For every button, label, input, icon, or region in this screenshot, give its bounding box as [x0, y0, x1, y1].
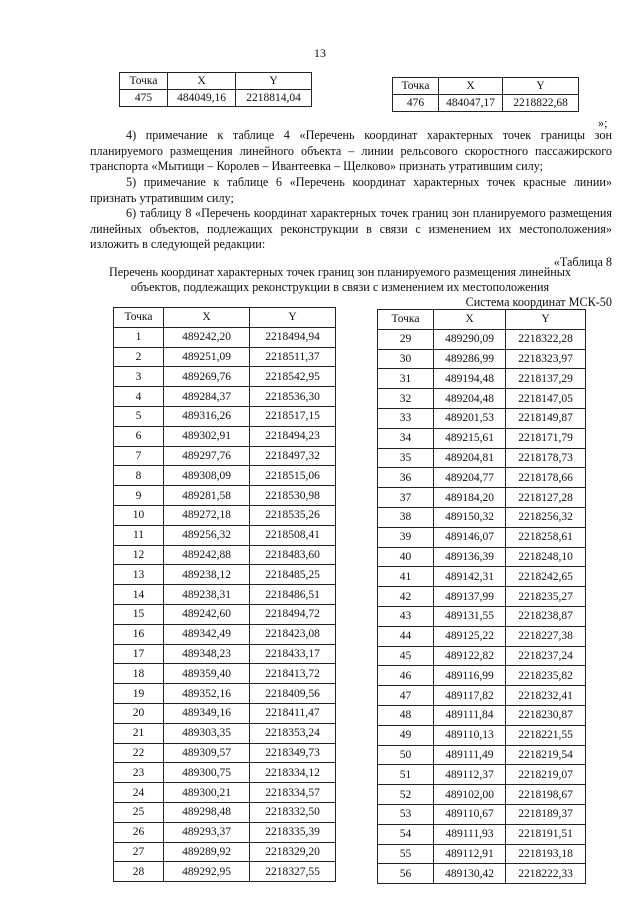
table-row [378, 606, 586, 626]
cell-y: 2218409,56 [250, 684, 336, 704]
cell-x: 489125,22 [434, 626, 506, 646]
cell-x: 489137,99 [434, 587, 506, 607]
cell-x: 489297,76 [164, 446, 250, 466]
table-row [378, 626, 586, 646]
cell-point: 476 [393, 95, 439, 112]
table-row [114, 466, 336, 486]
table-header-row [114, 308, 336, 328]
table-row [378, 666, 586, 686]
closing-quote: »; [598, 116, 608, 130]
cell-y: 2218433,17 [250, 644, 336, 664]
table-row [114, 743, 336, 763]
cell-x: 489348,23 [164, 644, 250, 664]
cell-x: 489290,09 [434, 329, 506, 349]
cell-point: 55 [378, 844, 434, 864]
cell-x: 489242,60 [164, 604, 250, 624]
cell-x: 489281,58 [164, 486, 250, 506]
cell-x: 489298,48 [164, 802, 250, 822]
table-row [378, 448, 586, 468]
cell-point: 24 [114, 783, 164, 803]
table-row [378, 369, 586, 389]
cell-x: 489272,18 [164, 505, 250, 525]
table-row [114, 585, 336, 605]
cell-point: 475 [120, 90, 168, 107]
cell-x: 489242,20 [164, 327, 250, 347]
table-row [378, 567, 586, 587]
cell-point: 31 [378, 369, 434, 389]
paragraph-4 [90, 128, 612, 175]
paragraph-5 [90, 175, 612, 206]
cell-y: 2218171,79 [506, 428, 586, 448]
cell-y: 2218517,15 [250, 406, 336, 426]
table-row [378, 745, 586, 765]
cell-x: 489289,92 [164, 842, 250, 862]
table-row [114, 525, 336, 545]
table-row [114, 664, 336, 684]
cell-y: 2218334,57 [250, 783, 336, 803]
coordinates-table-right [377, 309, 586, 884]
header-x: X [434, 310, 506, 330]
cell-x: 489292,95 [164, 862, 250, 882]
cell-y: 2218232,41 [506, 686, 586, 706]
cell-y: 2218483,60 [250, 545, 336, 565]
cell-y: 2218349,73 [250, 743, 336, 763]
cell-x: 489194,48 [434, 369, 506, 389]
cell-point: 53 [378, 804, 434, 824]
header-point: Точка [393, 78, 439, 95]
header-point: Точка [120, 73, 168, 90]
cell-y: 2218413,72 [250, 664, 336, 684]
cell-y: 2218191,51 [506, 824, 586, 844]
cell-y: 2218332,50 [250, 802, 336, 822]
header-y: Y [250, 308, 336, 328]
cell-point: 10 [114, 505, 164, 525]
cell-point: 56 [378, 864, 434, 884]
cell-point: 49 [378, 725, 434, 745]
cell-x: 489302,91 [164, 426, 250, 446]
table-row [378, 587, 586, 607]
cell-point: 16 [114, 624, 164, 644]
cell-y: 2218222,33 [506, 864, 586, 884]
cell-point: 46 [378, 666, 434, 686]
cell-x: 489284,37 [164, 387, 250, 407]
cell-point: 11 [114, 525, 164, 545]
cell-point: 26 [114, 822, 164, 842]
top-table-right [392, 77, 579, 112]
cell-y: 2218497,32 [250, 446, 336, 466]
cell-x: 489303,35 [164, 723, 250, 743]
cell-point: 12 [114, 545, 164, 565]
table-header-row [393, 78, 579, 95]
cell-y: 2218238,87 [506, 606, 586, 626]
cell-x: 489238,12 [164, 565, 250, 585]
cell-point: 42 [378, 587, 434, 607]
cell-point: 43 [378, 606, 434, 626]
table-title-line-1: Перечень координат характерных точек границ зон планируемого размещения линейных [108, 265, 572, 279]
table-row [114, 802, 336, 822]
table-row [114, 327, 336, 347]
cell-point: 28 [114, 862, 164, 882]
table-row [114, 545, 336, 565]
cell-y: 2218822,68 [503, 95, 579, 112]
table-row [378, 408, 586, 428]
cell-x: 489352,16 [164, 684, 250, 704]
cell-x: 489286,99 [434, 349, 506, 369]
table-row [378, 488, 586, 508]
cell-x: 489204,81 [434, 448, 506, 468]
cell-y: 2218137,29 [506, 369, 586, 389]
cell-x: 489150,32 [434, 507, 506, 527]
cell-x: 489342,49 [164, 624, 250, 644]
cell-y: 2218494,72 [250, 604, 336, 624]
cell-y: 2218230,87 [506, 705, 586, 725]
cell-x: 489111,49 [434, 745, 506, 765]
cell-y: 2218353,24 [250, 723, 336, 743]
cell-point: 22 [114, 743, 164, 763]
cell-y: 2218327,55 [250, 862, 336, 882]
paragraph-6-text: 6) таблицу 8 «Перечень координат характерных точек границ зон планируемого размещения линейных объектов, подлежащих реконструкции в связи с изменением их местоположения» изложить в следующей редакции: [90, 206, 612, 251]
cell-y: 2218227,38 [506, 626, 586, 646]
cell-x: 489116,99 [434, 666, 506, 686]
cell-x: 489110,67 [434, 804, 506, 824]
table-row [114, 783, 336, 803]
cell-y: 2218219,07 [506, 765, 586, 785]
cell-point: 45 [378, 646, 434, 666]
table-row [114, 505, 336, 525]
cell-x: 489122,82 [434, 646, 506, 666]
cell-y: 2218127,28 [506, 488, 586, 508]
header-x: X [439, 78, 503, 95]
cell-x: 489184,20 [434, 488, 506, 508]
table-row [114, 426, 336, 446]
cell-point: 15 [114, 604, 164, 624]
cell-x: 489204,77 [434, 468, 506, 488]
cell-point: 6 [114, 426, 164, 446]
top-table-left [119, 72, 312, 107]
table-row [114, 446, 336, 466]
paragraph-6 [90, 206, 612, 253]
table-row [378, 864, 586, 884]
table-row [120, 90, 312, 107]
cell-y: 2218485,25 [250, 565, 336, 585]
cell-point: 3 [114, 367, 164, 387]
table-row [378, 824, 586, 844]
header-point: Точка [114, 308, 164, 328]
cell-y: 2218536,30 [250, 387, 336, 407]
table-row [114, 842, 336, 862]
table-row [114, 347, 336, 367]
table-header-row [120, 73, 312, 90]
cell-point: 8 [114, 466, 164, 486]
cell-point: 1 [114, 327, 164, 347]
cell-y: 2218411,47 [250, 703, 336, 723]
cell-point: 47 [378, 686, 434, 706]
cell-x: 489308,09 [164, 466, 250, 486]
table-row [378, 329, 586, 349]
cell-y: 2218198,67 [506, 785, 586, 805]
cell-y: 2218235,82 [506, 666, 586, 686]
coord-system: Система координат МСК-50 [465, 295, 612, 309]
cell-y: 2218178,73 [506, 448, 586, 468]
table-title-line-2: объектов, подлежащих реконструкции в связи с изменением их местоположения [130, 280, 550, 294]
table-row [114, 684, 336, 704]
table-row [378, 725, 586, 745]
cell-point: 17 [114, 644, 164, 664]
table-row [378, 646, 586, 666]
cell-point: 52 [378, 785, 434, 805]
cell-x: 489359,40 [164, 664, 250, 684]
cell-x: 489309,57 [164, 743, 250, 763]
cell-x: 489256,32 [164, 525, 250, 545]
table-row [378, 389, 586, 409]
cell-x: 489316,26 [164, 406, 250, 426]
table-row [114, 486, 336, 506]
cell-y: 2218423,08 [250, 624, 336, 644]
cell-point: 39 [378, 527, 434, 547]
cell-x: 489269,76 [164, 367, 250, 387]
header-x: X [168, 73, 236, 90]
cell-x: 489215,61 [434, 428, 506, 448]
header-point: Точка [378, 310, 434, 330]
cell-point: 2 [114, 347, 164, 367]
table-row [114, 406, 336, 426]
table-row [378, 785, 586, 805]
cell-point: 54 [378, 824, 434, 844]
table-row [378, 428, 586, 448]
table-row [378, 468, 586, 488]
cell-point: 9 [114, 486, 164, 506]
table-row [114, 862, 336, 882]
table-row [114, 367, 336, 387]
cell-x: 489251,09 [164, 347, 250, 367]
cell-y: 2218515,06 [250, 466, 336, 486]
cell-x: 489300,75 [164, 763, 250, 783]
cell-point: 20 [114, 703, 164, 723]
cell-x: 489142,31 [434, 567, 506, 587]
cell-y: 2218189,37 [506, 804, 586, 824]
table-header-row [378, 310, 586, 330]
table-row [378, 527, 586, 547]
cell-x: 489146,07 [434, 527, 506, 547]
cell-point: 34 [378, 428, 434, 448]
cell-x: 489111,93 [434, 824, 506, 844]
cell-x: 484047,17 [439, 95, 503, 112]
table-row [114, 644, 336, 664]
header-y: Y [236, 73, 312, 90]
table-row [114, 822, 336, 842]
table-row [378, 765, 586, 785]
table-row [393, 95, 579, 112]
table-label: «Таблица 8 [553, 255, 612, 269]
cell-point: 44 [378, 626, 434, 646]
cell-point: 30 [378, 349, 434, 369]
table-row [114, 387, 336, 407]
coordinates-table-left [113, 307, 336, 882]
cell-y: 2218258,61 [506, 527, 586, 547]
cell-y: 2218149,87 [506, 408, 586, 428]
cell-x: 489112,91 [434, 844, 506, 864]
cell-point: 48 [378, 705, 434, 725]
cell-x: 484049,16 [168, 90, 236, 107]
cell-x: 489117,82 [434, 686, 506, 706]
cell-y: 2218147,05 [506, 389, 586, 409]
table-row [114, 763, 336, 783]
cell-point: 13 [114, 565, 164, 585]
table-row [114, 604, 336, 624]
cell-point: 35 [378, 448, 434, 468]
cell-y: 2218494,23 [250, 426, 336, 446]
cell-point: 4 [114, 387, 164, 407]
table-row [114, 723, 336, 743]
cell-y: 2218508,41 [250, 525, 336, 545]
cell-point: 27 [114, 842, 164, 862]
header-x: X [164, 308, 250, 328]
cell-x: 489102,00 [434, 785, 506, 805]
cell-y: 2218542,95 [250, 367, 336, 387]
cell-point: 21 [114, 723, 164, 743]
cell-point: 38 [378, 507, 434, 527]
cell-y: 2218256,32 [506, 507, 586, 527]
table-row [114, 624, 336, 644]
cell-point: 50 [378, 745, 434, 765]
header-y: Y [503, 78, 579, 95]
cell-x: 489300,21 [164, 783, 250, 803]
cell-point: 29 [378, 329, 434, 349]
cell-point: 40 [378, 547, 434, 567]
cell-point: 7 [114, 446, 164, 466]
cell-y: 2218242,65 [506, 567, 586, 587]
cell-point: 37 [378, 488, 434, 508]
cell-x: 489136,39 [434, 547, 506, 567]
cell-y: 2218511,37 [250, 347, 336, 367]
table-row [378, 547, 586, 567]
table-row [378, 507, 586, 527]
cell-point: 14 [114, 585, 164, 605]
cell-y: 2218329,20 [250, 842, 336, 862]
cell-y: 2218335,39 [250, 822, 336, 842]
cell-x: 489238,31 [164, 585, 250, 605]
cell-x: 489111,84 [434, 705, 506, 725]
cell-y: 2218530,98 [250, 486, 336, 506]
cell-x: 489130,42 [434, 864, 506, 884]
cell-x: 489112,37 [434, 765, 506, 785]
cell-y: 2218494,94 [250, 327, 336, 347]
table-row [114, 703, 336, 723]
cell-y: 2218193,18 [506, 844, 586, 864]
cell-point: 25 [114, 802, 164, 822]
header-y: Y [506, 310, 586, 330]
cell-y: 2218334,12 [250, 763, 336, 783]
cell-y: 2218219,54 [506, 745, 586, 765]
cell-y: 2218178,66 [506, 468, 586, 488]
cell-point: 41 [378, 567, 434, 587]
paragraph-4-text: 4) примечание к таблице 4 «Перечень координат характерных точек границы зон планируемого размещения линейного объекта – линии рельсового скоростного пассажирского транспорта «Мытищи – Королев – Ивантеевка – Щелково» признать утратившим силу; [90, 128, 612, 173]
cell-x: 489349,16 [164, 703, 250, 723]
cell-y: 2218486,51 [250, 585, 336, 605]
table-row [378, 349, 586, 369]
cell-y: 2218323,97 [506, 349, 586, 369]
cell-y: 2218221,55 [506, 725, 586, 745]
table-row [114, 565, 336, 585]
cell-point: 19 [114, 684, 164, 704]
cell-y: 2218235,27 [506, 587, 586, 607]
cell-x: 489293,37 [164, 822, 250, 842]
cell-x: 489110,13 [434, 725, 506, 745]
cell-x: 489201,53 [434, 408, 506, 428]
cell-point: 23 [114, 763, 164, 783]
cell-y: 2218237,24 [506, 646, 586, 666]
cell-point: 5 [114, 406, 164, 426]
paragraph-5-text: 5) примечание к таблице 6 «Перечень координат характерных точек красные линии» признать утратившим силу; [90, 175, 612, 205]
cell-point: 51 [378, 765, 434, 785]
table-row [378, 844, 586, 864]
cell-point: 33 [378, 408, 434, 428]
cell-y: 2218322,28 [506, 329, 586, 349]
cell-point: 32 [378, 389, 434, 409]
cell-x: 489204,48 [434, 389, 506, 409]
table-row [378, 705, 586, 725]
cell-point: 36 [378, 468, 434, 488]
table-row [378, 686, 586, 706]
page-number: 13 [314, 46, 326, 60]
cell-x: 489242,88 [164, 545, 250, 565]
cell-x: 489131,55 [434, 606, 506, 626]
cell-y: 2218535,26 [250, 505, 336, 525]
table-row [378, 804, 586, 824]
cell-point: 18 [114, 664, 164, 684]
cell-y: 2218814,04 [236, 90, 312, 107]
cell-y: 2218248,10 [506, 547, 586, 567]
